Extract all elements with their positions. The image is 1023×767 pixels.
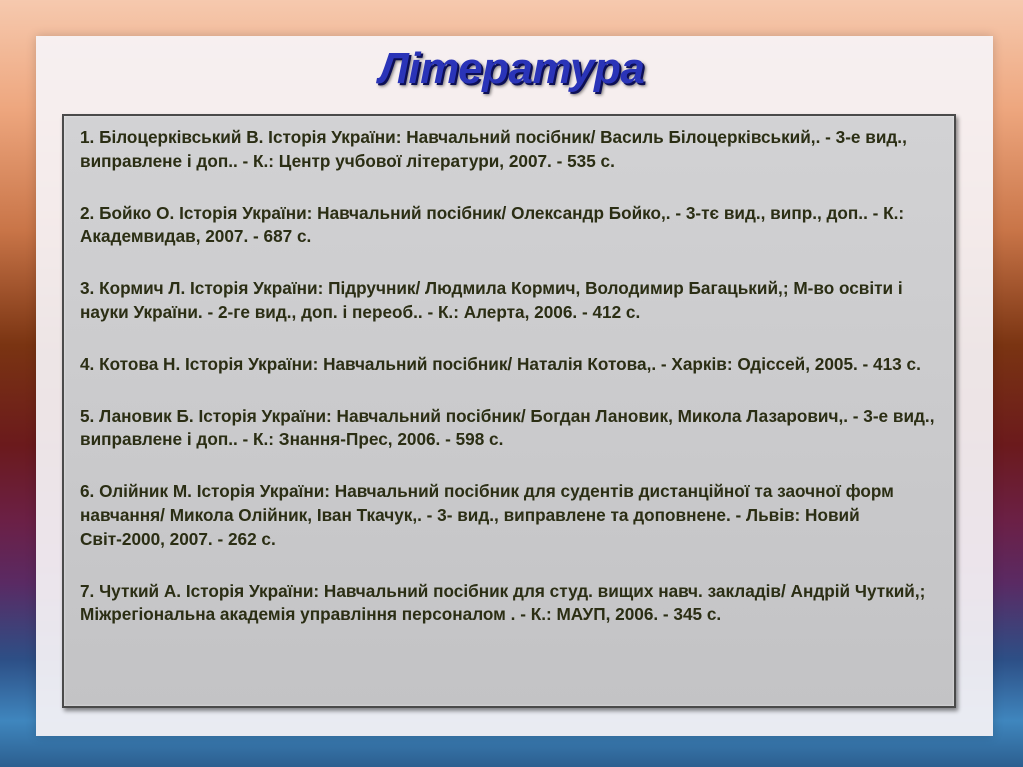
reference-item-7: 7. Чуткий А. Історія України: Навчальний посібник для студ. вищих навч. закладів/ Андрій Чуткий,; Міжрегіональна академія управління персоналом . - К.: МАУП, 2006. - 345 с. bbox=[80, 580, 926, 625]
reference-item-5: 5. Лановик Б. Історія України: Навчальний посібник/ Богдан Лановик, Микола Лазарович,. - 3-е вид., виправлене і доп.. - К.: Знання-Прес, 2006. - 598 с. bbox=[80, 405, 935, 450]
references-box bbox=[62, 114, 956, 708]
reference-item-1: 1. Білоцерківський В. Історія України: Навчальний посібник/ Василь Білоцерківський,. - 3-е вид., виправлене і доп.. - К.: Центр учбової літератури, 2007. - 535 с. bbox=[80, 127, 907, 171]
slide-title: Література bbox=[378, 44, 645, 93]
reference-item-6: 6. Олійник М. Історія України: Навчальний посібник для судентів дистанційної та заочної форм навчання/ Микола Олійник, Іван Ткачук,. - 3- вид., виправлене та доповнене. - Львів: Новий Світ-2000, 2007. - 262 с. bbox=[80, 481, 894, 549]
reference-item-3: 3. Кормич Л. Історія України: Підручник/ Людмила Кормич, Володимир Багацький,; М-во освіти і науки України. - 2-ге вид., доп. і переоб.. - К.: Алерта, 2006. - 412 с. bbox=[80, 278, 903, 322]
reference-item-4: 4. Котова Н. Історія України: Навчальний посібник/ Наталія Котова,. - Харків: Одіссей, 2005. - 413 с. bbox=[80, 353, 921, 374]
reference-item-2: 2. Бойко О. Історія України: Навчальний посібник/ Олександр Бойко,. - 3-тє вид., випр., доп.. - К.: Академвидав, 2007. - 687 с. bbox=[80, 202, 905, 247]
